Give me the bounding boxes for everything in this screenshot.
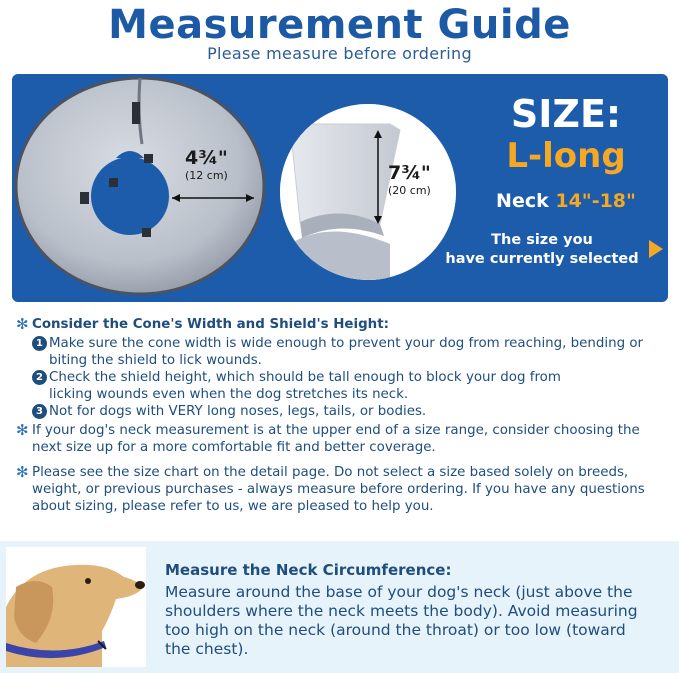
note-item-1 — [16, 335, 666, 369]
selected-note-line-2: have currently selected — [445, 251, 639, 267]
size-value: L-long — [506, 136, 626, 176]
size-banner — [12, 74, 668, 302]
neck-range-value: 14"-18" — [555, 190, 636, 212]
note-size-chart — [16, 464, 666, 515]
number-badge-1: 1 — [32, 336, 47, 351]
note-upper-end-line-2: next size up for a more comfortable fit and better coverage. — [32, 440, 436, 455]
measure-line-2: shoulders where the neck meets the body). Avoid measuring — [165, 602, 638, 620]
note-upper-end-line-1: If your dog's neck measurement is at the upper end of a size range, consider choosing the — [32, 423, 640, 438]
page-title: Measurement Guide — [108, 2, 571, 48]
asterisk-icon: ✻ — [16, 463, 29, 481]
play-triangle-icon — [649, 240, 663, 258]
note-consider — [16, 316, 666, 333]
selected-size-note — [442, 231, 642, 269]
measure-line-3: too high on the neck (around the throat) or too low (toward — [165, 621, 626, 639]
cone-width-inches: 4¾" — [185, 147, 228, 169]
note-item-2-line-2: licking wounds even when the dog stretches its neck. — [49, 387, 409, 402]
measure-title: Measure the Neck Circumference: — [165, 561, 452, 579]
measure-line-1: Measure around the base of your dog's neck (just above the — [165, 583, 633, 601]
neck-label: Neck — [496, 190, 549, 212]
dog-illustration — [6, 547, 146, 667]
note-item-1-line-2: biting the shield to lick wounds. — [49, 353, 262, 368]
note-heading: Consider the Cone's Width and Shield's Height: — [32, 317, 389, 332]
number-badge-2: 2 — [32, 370, 47, 385]
cone-width-dimension — [185, 147, 228, 182]
neck-range — [480, 190, 652, 212]
note-item-2 — [16, 369, 666, 403]
dog-photo — [6, 547, 146, 667]
shield-height-cm: (20 cm) — [388, 184, 431, 197]
shield-height-inches: 7¾" — [388, 162, 431, 184]
cone-illustration — [12, 74, 282, 302]
shield-height-dimension — [388, 162, 431, 197]
measure-instructions — [165, 583, 670, 659]
note-item-1-line-1: Make sure the cone width is wide enough to prevent your dog from reaching, bending or — [49, 336, 644, 351]
asterisk-icon: ✻ — [16, 421, 29, 439]
sizing-notes — [16, 316, 666, 515]
note-upper-end — [16, 422, 666, 456]
neck-measure-section — [0, 541, 679, 673]
cone-width-cm: (12 cm) — [185, 169, 228, 182]
note-item-2-line-1: Check the shield height, which should be tall enough to block your dog from — [49, 370, 561, 385]
note-size-chart-line-3: about sizing, please refer to us, we are pleased to help you. — [32, 499, 434, 514]
size-label: SIZE: — [510, 92, 622, 136]
note-size-chart-line-2: weight, or previous purchases - always measure before ordering. If you have any questions — [32, 482, 645, 497]
asterisk-icon: ✻ — [16, 315, 29, 333]
page-subtitle: Please measure before ordering — [207, 44, 472, 63]
note-item-3-line-1: Not for dogs with VERY long noses, legs, tails, or bodies. — [49, 404, 427, 419]
note-item-3 — [16, 403, 666, 420]
selected-note-line-1: The size you — [491, 232, 593, 248]
number-badge-3: 3 — [32, 404, 47, 419]
note-size-chart-line-1: Please see the size chart on the detail page. Do not select a size based solely on breeds, — [32, 465, 629, 480]
measure-line-4: the chest). — [165, 640, 249, 658]
